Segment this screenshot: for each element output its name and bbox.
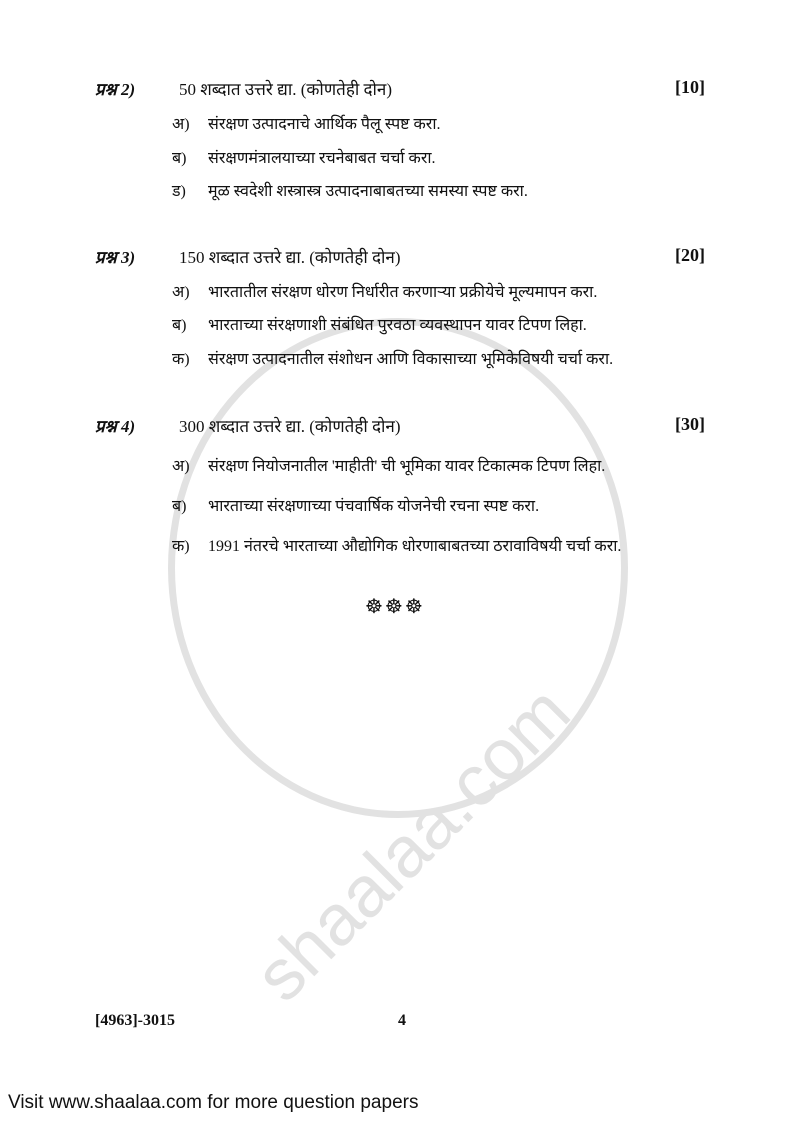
sub-text: मूळ स्वदेशी शस्त्रास्त्र उत्पादनाबाबतच्या समस्या स्पष्ट करा. [208,183,528,200]
page-number: 4 [398,1012,406,1029]
sub-question [172,280,597,302]
sub-text: संरक्षण उत्पादनातील संशोधन आणि विकासाच्या भूमिकेविषयी चर्चा करा. [208,351,614,368]
sub-question [172,494,539,516]
sub-question [172,112,441,134]
question-label: प्रश्न 4) [95,417,136,436]
sub-text: संरक्षण उत्पादनाचे आर्थिक पैलू स्पष्ट करा. [208,116,441,133]
sub-letter: अ) [172,116,190,133]
question-instruction: 50 शब्दात उत्तरे द्या. (कोणतेही दोन) [179,80,393,99]
question-marks: [30] [675,414,705,434]
question-label: प्रश्न 3) [95,248,136,267]
visit-link[interactable]: Visit www.shaalaa.com for more question papers [8,1092,419,1113]
paper-code: [4963]-3015 [95,1012,175,1029]
sub-text: संरक्षणमंत्रालयाच्या रचनेबाबत चर्चा करा. [208,150,436,167]
sub-text: भारतातील संरक्षण धोरण निर्धारीत करणाऱ्या प्रक्रीयेचे मूल्यमापन करा. [208,284,598,301]
sub-letter: अ) [172,458,190,475]
end-mark-icon: ☸☸☸ [365,596,425,618]
sub-letter: ब) [172,498,187,515]
question-instruction: 300 शब्दात उत्तरे द्या. (कोणतेही दोन) [179,417,401,436]
sub-letter: अ) [172,284,190,301]
sub-question [172,347,613,369]
question-marks: [10] [675,77,705,97]
sub-text: 1991 नंतरचे भारताच्या औद्योगिक धोरणाबाबतच्या ठरावाविषयी चर्चा करा. [208,538,622,555]
sub-text: संरक्षण नियोजनातील 'माहीती' ची भूमिका यावर टिकात्मक टिपण लिहा. [208,458,606,475]
question-instruction: 150 शब्दात उत्तरे द्या. (कोणतेही दोन) [179,248,401,267]
question-label: प्रश्न 2) [95,80,136,99]
sub-question [172,146,436,168]
sub-letter: क) [172,538,190,555]
sub-question [172,313,587,335]
sub-question [172,179,528,201]
sub-letter: ब) [172,317,187,334]
sub-letter: ब) [172,150,187,167]
sub-letter: ड) [172,183,186,200]
sub-text: भारताच्या संरक्षणाशी संबंधित पुरवठा व्यवस्थापन यावर टिपण लिहा. [208,317,587,334]
sub-question [172,534,621,556]
question-marks: [20] [675,245,705,265]
sub-letter: क) [172,351,190,368]
watermark-text: shaalaa.com [240,671,586,1017]
sub-question [172,454,605,476]
sub-text: भारताच्या संरक्षणाच्या पंचवार्षिक योजनेची रचना स्पष्ट करा. [208,498,540,515]
